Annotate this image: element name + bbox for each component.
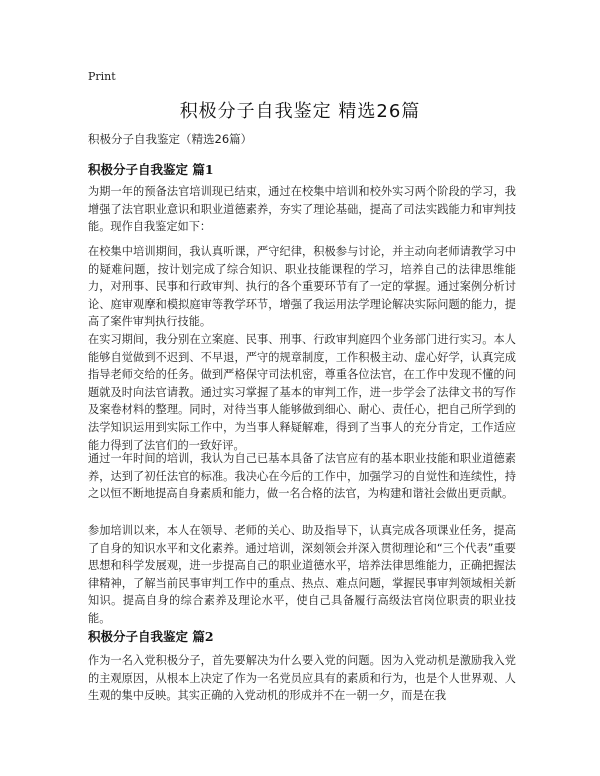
paragraph: 为期一年的预备法官培训现已结束，通过在校集中培训和校外实习两个阶段的学习，我增强了法官职业意识和职业道德素养，夯实了理论基础，提高了司法实践能力和审判技能。现作自我鉴定如下： — [88, 185, 516, 234]
section-heading-1: 积极分子自我鉴定 篇1 — [88, 162, 214, 177]
document-subtitle: 积极分子自我鉴定（精选26篇） — [88, 132, 253, 146]
print-link[interactable]: Print — [88, 70, 116, 83]
section-heading-2: 积极分子自我鉴定 篇2 — [88, 629, 214, 644]
paragraph: 作为一名入党积极分子，首先要解决为什么要入党的问题。因为入党动机是激励我入党的主观原因，从根本上决定了作为一名党员应具有的素质和行为，也是个人世界观、人生观的集中反映。其实正确的入党动机的形成并不在一朝一夕，而是在我 — [88, 654, 516, 703]
page-title: 积极分子自我鉴定 精选26篇 — [179, 101, 421, 122]
paragraph: 在实习期间，我分别在立案庭、民事、刑事、行政审判庭四个业务部门进行实习。本人能够自觉做到不迟到、不早退，严守的规章制度，工作积极主动、虚心好学，认真完成指导老师交给的任务。做到严格保守司法机密，尊重各位法官，在工作中发现不懂的问题就及时向法官请教。通过实习掌握了基本的审判工作，进一步学会了法律文书的写作及案卷材料的整理。同时，对待当事人能够做到细心、耐心、责任心，把自己所学到的法学知识运用到实际工作中，为当事人释疑解难，得到了当事人的充分肯定，工作适应能力得到了法官们的一致好评。 — [88, 333, 516, 452]
paragraph: 通过一年时间的培训，我认为自己已基本具备了法官应有的基本职业技能和职业道德素养，达到了初任法官的标准。我决心在今后的工作中，加强学习的自觉性和连续性，持之以恒不断地提高自身素质和能力，做一名合格的法官，为构建和谐社会做出更贡献。 — [88, 452, 516, 501]
paragraph: 参加培训以来，本人在领导、老师的关心、助及指导下，认真完成各项课业任务，提高了自身的知识水平和文化素养。通过培训，深刻领会并深入贯彻理论和“三个代表”重要思想和科学发展观，进一步提高自己的职业道德水平，培养法律思维能力，正确把握法律精神，了解当前民事审判工作中的重点、热点、难点问题，掌握民事审判领域相关新知识。提高自身的综合素养及理论水平，使自己具备履行高级法官岗位职责的职业技能。 — [88, 524, 516, 625]
paragraph: 在校集中培训期间，我认真听课，严守纪律，积极参与讨论，并主动向老师请教学习中的疑难问题，按计划完成了综合知识、职业技能课程的学习，培养自己的法律思维能力，对刑事、民事和行政审判、执行的各个重要环节有了一定的掌握。通过案例分析讨论、庭审观摩和模拟庭审等教学环节，增强了我运用法学理论解决实际问题的能力，提高了案件审判执行技能。 — [88, 245, 516, 329]
